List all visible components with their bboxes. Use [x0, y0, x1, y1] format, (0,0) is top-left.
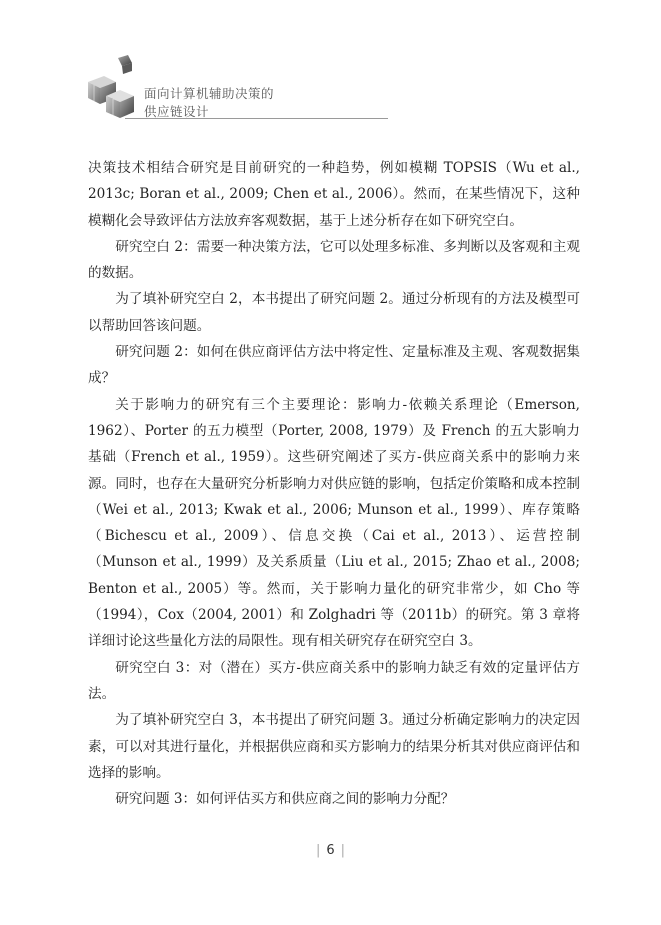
paragraph: 研究空白 3：对（潜在）买方-供应商关系中的影响力缺乏有效的定量评估方法。: [88, 659, 580, 702]
page-footer: [0, 843, 661, 858]
body-text: [88, 155, 580, 812]
paragraph: 决策技术相结合研究是目前研究的一种趋势，例如模糊 TOPSIS（Wu et al., 2013c; Boran et al., 2009; Chen et al., 2006）。然而，在某些情况下，这种模糊化会导致评估方法放弃客观数据，基于上述分析存在如下研究空白。: [88, 160, 580, 229]
divider: |: [340, 843, 346, 858]
page-number: 6: [326, 843, 335, 858]
running-head-line1: 面向计算机辅助决策的: [144, 86, 275, 101]
paragraph: 研究问题 2：如何在供应商评估方法中将定性、定量标准及主观、客观数据集成？: [88, 344, 580, 387]
header-rule: [125, 118, 388, 119]
cubes-logo-icon: [82, 52, 142, 122]
paragraph: 关于影响力的研究有三个主要理论：影响力-依赖关系理论（Emerson, 1962）、Porter 的五力模型（Porter, 2008, 1979）及 French 的五大影响力基础（French et al., 1959）。这些研究阐述了买方-供应商关系中的影响力来源。同时，也存在大量研究分析影响力对供应链的影响，包括定价策略和成本控制（Wei et al., 2013; Kwak et al., 2006; Munson et al., 1999）、库存策略（Bichescu et al., 2009）、信息交换（Cai et al., 2013）、运营控制（Munson et al., 1999）及关系质量（Liu et al., 2015; Zhao et al., 2008; Benton et al., 2005）等。然而，关于影响力量化的研究非常少，如 Cho 等（1994），Cox（2004, 2001）和 Zolghadri 等（2011b）的研究。第 3 章将详细讨论这些量化方法的局限性。现有相关研究存在研究空白 3。: [88, 396, 580, 650]
page-header: [0, 0, 661, 130]
paragraph: 研究问题 3：如何评估买方和供应商之间的影响力分配？: [115, 791, 455, 808]
divider: |: [315, 843, 321, 858]
paragraph: 研究空白 2：需要一种决策方法，它可以处理多标准、多判断以及客观和主观的数据。: [88, 238, 580, 282]
paragraph: 为了填补研究空白 2，本书提出了研究问题 2。通过分析现有的方法及模型可以帮助回答该问题。: [88, 291, 580, 334]
running-head-line2: 供应链设计: [144, 104, 210, 119]
paragraph: 为了填补研究空白 3，本书提出了研究问题 3。通过分析确定影响力的决定因素，可以对其进行量化，并根据供应商和买方影响力的结果分析其对供应商评估和选择的影响。: [88, 712, 580, 781]
